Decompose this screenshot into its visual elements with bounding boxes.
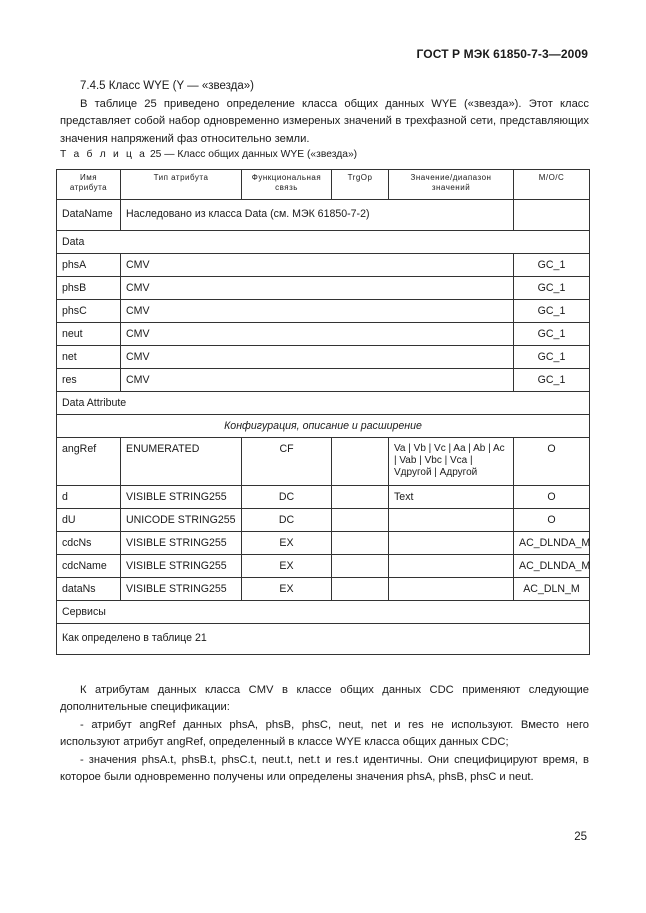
table-row [57, 200, 590, 231]
cell-name: d [57, 486, 121, 509]
note-paragraph: - атрибут angRef данных phsA, phsB, phsC, neut, net и res не используют. Вместо него используют атрибут angRef, определенный в классе WYE класса общих данных CDC; [60, 718, 589, 749]
cell-name: dataNs [57, 578, 121, 601]
cell-inherited: Наследовано из класса Data (см. МЭК 61850-7-2) [121, 200, 514, 231]
cell-trgop [332, 438, 389, 486]
cell-type: UNICODE STRING255 [121, 509, 242, 532]
note-paragraph: К атрибутам данных класса CMV в классе общих данных CDC применяют следующие дополнительные спецификации: [60, 684, 589, 714]
notes-block [60, 682, 589, 786]
cell-moc: GC_1 [514, 277, 590, 300]
section-row-services [57, 601, 590, 624]
cell-moc: AC_DLNDA_M [514, 532, 590, 555]
config-heading-row [57, 415, 590, 438]
cell-moc: GC_1 [514, 323, 590, 346]
cell-moc: O [514, 509, 590, 532]
cell-range [389, 555, 514, 578]
cell-trgop [332, 578, 389, 601]
cell-type: CMV [121, 277, 514, 300]
cell-moc: GC_1 [514, 346, 590, 369]
cell-name: res [57, 369, 121, 392]
table-row [57, 346, 590, 369]
table-row [57, 509, 590, 532]
wye-table [56, 169, 590, 655]
cell-moc: O [514, 438, 590, 486]
header-attr-type: Тип атрибута [121, 170, 242, 200]
cell-type: ENUMERATED [121, 438, 242, 486]
table-row [57, 300, 590, 323]
cell-fc: EX [242, 578, 332, 601]
table-header-row [57, 170, 590, 200]
header-trgop: TrgOp [332, 170, 389, 200]
cell-moc [514, 200, 590, 231]
header-moc: М/О/С [514, 170, 590, 200]
page-number: 25 [574, 831, 587, 843]
table-row [57, 578, 590, 601]
table-row [57, 369, 590, 392]
cell-fc: EX [242, 532, 332, 555]
cell-name: cdcName [57, 555, 121, 578]
table-row [57, 323, 590, 346]
cell-range [389, 509, 514, 532]
cell-moc: GC_1 [514, 300, 590, 323]
cell-name: phsB [57, 277, 121, 300]
cell-range: Text [389, 486, 514, 509]
cell-name: dU [57, 509, 121, 532]
cell-type: CMV [121, 300, 514, 323]
cell-name: net [57, 346, 121, 369]
cell-fc: CF [242, 438, 332, 486]
cell-moc: O [514, 486, 590, 509]
cell-type: VISIBLE STRING255 [121, 532, 242, 555]
cell-fc: DC [242, 486, 332, 509]
section-row-data [57, 231, 590, 254]
table-row [57, 277, 590, 300]
cell-name: phsC [57, 300, 121, 323]
table-row [57, 438, 590, 486]
cell-name: cdcNs [57, 532, 121, 555]
cell-moc: GC_1 [514, 254, 590, 277]
cell-moc: AC_DLN_M [514, 578, 590, 601]
cell-trgop [332, 532, 389, 555]
cell-trgop [332, 509, 389, 532]
cell-fc: EX [242, 555, 332, 578]
cell-name: phsA [57, 254, 121, 277]
table-caption-prefix: Т а б л и ц а [60, 149, 148, 160]
table-row [57, 254, 590, 277]
section-label: Data [57, 231, 590, 254]
cell-range [389, 578, 514, 601]
cell-trgop [332, 486, 389, 509]
cell-moc: GC_1 [514, 369, 590, 392]
cell-type: CMV [121, 369, 514, 392]
section-label: Сервисы [57, 601, 590, 624]
cell-type: CMV [121, 346, 514, 369]
cell-range [389, 532, 514, 555]
cell-range: Va | Vb | Vc | Aa | Ab | Ac | Vab | Vbc | Vca | Vдругой | Aдругой [389, 438, 514, 486]
header-value-range: Значение/диапазон значений [389, 170, 514, 200]
cell-type: CMV [121, 323, 514, 346]
table-caption-title: 25 — Класс общих данных WYE («звезда») [147, 149, 358, 160]
cell-type: VISIBLE STRING255 [121, 555, 242, 578]
cell-trgop [332, 555, 389, 578]
header-attr-name: Имя атрибута [57, 170, 121, 200]
cell-name: angRef [57, 438, 121, 486]
section-title: 7.4.5 Класс WYE (Y — «звезда») [80, 80, 254, 92]
cell-type: VISIBLE STRING255 [121, 486, 242, 509]
table-row [57, 532, 590, 555]
intro-paragraph [60, 96, 589, 148]
header-fc: Функциональная связь [242, 170, 332, 200]
section-label: Data Attribute [57, 392, 590, 415]
cell-name: neut [57, 323, 121, 346]
table-caption [60, 149, 357, 160]
intro-text: В таблице 25 приведено определение класса общих данных WYE («звезда»). Этот класс представляет собой набор одновременно измереных значений в трехфазной сети, представляющих значения напряжений фаз относительно земли. [60, 98, 589, 145]
config-heading: Конфигурация, описание и расширение [57, 415, 590, 438]
cell-type: CMV [121, 254, 514, 277]
note-paragraph: - значения phsA.t, phsB.t, phsC.t, neut.t, net.t и res.t идентичны. Они специфицируют время, в которое были одновременно получены или определены значения phsA, phsB, phsC и neut. [60, 753, 589, 784]
table-row [57, 555, 590, 578]
section-row-attribute [57, 392, 590, 415]
services-row [57, 624, 590, 655]
cell-name: DataName [57, 200, 121, 231]
cell-type: VISIBLE STRING255 [121, 578, 242, 601]
document-number: ГОСТ Р МЭК 61850-7-3—2009 [416, 47, 588, 61]
cell-moc: AC_DLNDA_M [514, 555, 590, 578]
services-text: Как определено в таблице 21 [57, 624, 590, 655]
table-row [57, 486, 590, 509]
cell-fc: DC [242, 509, 332, 532]
